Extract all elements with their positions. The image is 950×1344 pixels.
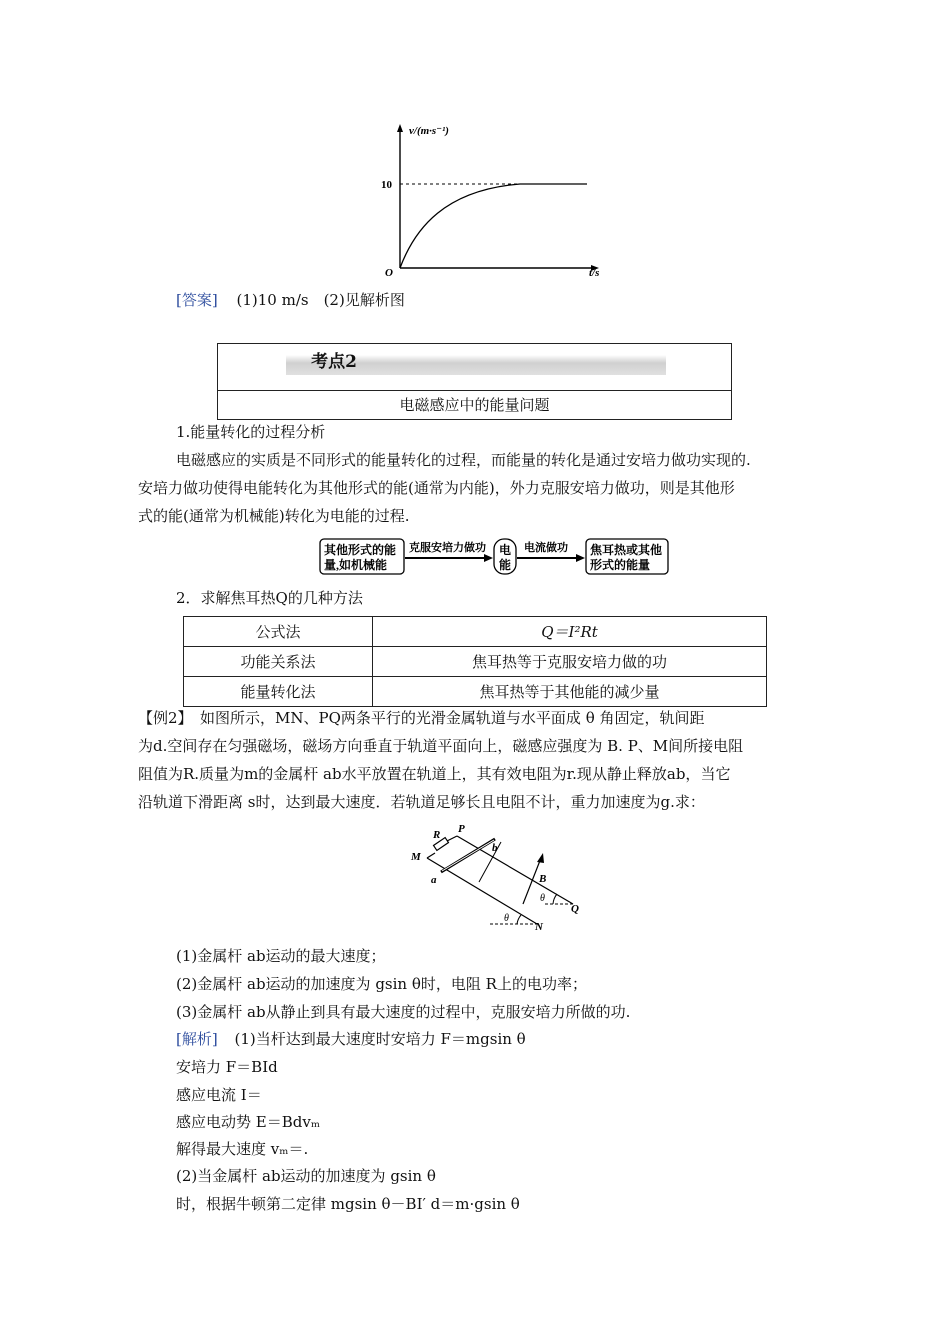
flow-box1-line2: 量,如机械能 bbox=[324, 558, 388, 572]
label-Q: Q bbox=[571, 903, 579, 915]
inclined-rails-figure bbox=[405, 820, 595, 932]
solution-line-2: 感应电流 I＝ bbox=[176, 1086, 262, 1104]
rod-ab-inner bbox=[442, 840, 494, 871]
label-theta-n: θ bbox=[504, 913, 509, 924]
solution-line-5: (2)当金属杆 ab运动的加速度为 gsin θ bbox=[176, 1167, 436, 1185]
answer-tag: [答案] bbox=[176, 291, 218, 309]
part1-paragraph-line-3: 式的能(通常为机械能)转化为电能的过程. bbox=[138, 507, 410, 525]
y-tick-label: 10 bbox=[381, 179, 392, 191]
part1-paragraph-line-1: 电磁感应的实质是不同形式的能量转化的过程，而能量的转化是通过安培力做功实现的. bbox=[176, 451, 751, 469]
joule-heat-methods-table bbox=[183, 616, 767, 707]
flow-box2-line2: 能 bbox=[499, 558, 512, 572]
rail-PQ bbox=[457, 836, 573, 904]
label-b: b bbox=[492, 842, 498, 854]
method-name: 功能关系法 bbox=[184, 647, 373, 677]
answer-line bbox=[176, 290, 405, 310]
flow-arrow-1-head bbox=[484, 554, 493, 562]
label-B: B bbox=[539, 873, 547, 885]
solution-line-3: 感应电动势 E＝Bdvₘ bbox=[176, 1113, 321, 1131]
origin-label: O bbox=[385, 267, 393, 279]
section-divider bbox=[218, 390, 731, 391]
section-badge: 考点2 bbox=[311, 352, 357, 372]
table-row bbox=[184, 617, 767, 647]
method-name: 能量转化法 bbox=[184, 677, 373, 707]
part1-heading: 1.能量转化的过程分析 bbox=[176, 423, 326, 441]
solution-first-line bbox=[176, 1029, 526, 1049]
y-axis-label: v/(m·s⁻¹) bbox=[409, 125, 449, 137]
flow-box2-line1: 电 bbox=[499, 543, 512, 557]
example-line-4: 沿轨道下滑距离 s时，达到最大速度．若轨道足够长且电阻不计，重力加速度为g.求： bbox=[138, 793, 705, 811]
question-3: (3)金属杆 ab从静止到具有最大速度的过程中，克服安培力所做的功. bbox=[176, 1003, 631, 1021]
example-line-3: 阻值为R.质量为m的金属杆 ab水平放置在轨道上，其有效电阻为r.现从静止释放ab，当它 bbox=[138, 765, 731, 783]
section-header-box bbox=[217, 343, 732, 420]
magnetic-field-arrow-head bbox=[537, 853, 544, 863]
wire-R-P bbox=[447, 836, 457, 841]
label-a: a bbox=[431, 874, 437, 886]
method-desc: 焦耳热等于其他能的减少量 bbox=[373, 677, 767, 707]
energy-flow-diagram bbox=[317, 536, 673, 578]
label-theta-q: θ bbox=[540, 893, 545, 904]
method-desc: 焦耳热等于克服安培力做的功 bbox=[373, 647, 767, 677]
solution-line-6: 时，根据牛顿第二定律 mgsin θ－BI′ d＝m·gsin θ bbox=[176, 1195, 520, 1213]
example-line-2: 为d.空间存在匀强磁场，磁场方向垂直于轨道平面向上，磁感应强度为 B. P、M间所接电阻 bbox=[138, 737, 744, 755]
wire-M-R bbox=[427, 853, 435, 858]
method-desc: Q＝I²Rt bbox=[373, 617, 767, 647]
table-row bbox=[184, 677, 767, 707]
velocity-time-graph bbox=[375, 118, 615, 280]
flow-arrow1-label: 克服安培力做功 bbox=[409, 542, 486, 554]
label-P: P bbox=[458, 823, 465, 835]
flow-arrow-2-head bbox=[576, 554, 585, 562]
x-axis-label: t/s bbox=[589, 267, 600, 279]
solution-first-text: (1)当杆达到最大速度时安培力 F＝mgsin θ bbox=[234, 1030, 526, 1048]
table-row bbox=[184, 647, 767, 677]
label-N: N bbox=[535, 921, 543, 932]
solution-line-4: 解得最大速度 vₘ＝. bbox=[176, 1140, 309, 1158]
question-2: (2)金属杆 ab运动的加速度为 gsin θ时，电阻 R上的电功率； bbox=[176, 975, 587, 993]
solution-line-1: 安培力 F＝BId bbox=[176, 1058, 278, 1076]
label-M: M bbox=[411, 851, 421, 863]
example-line-1: 【例2】 如图所示，MN、PQ两条平行的光滑金属轨道与水平面成 θ 角固定，轨间距 bbox=[138, 709, 705, 727]
flow-box1-line1: 其他形式的能 bbox=[324, 543, 397, 557]
flow-box3-line2: 形式的能量 bbox=[590, 558, 651, 572]
section-title: 电磁感应中的能量问题 bbox=[399, 396, 550, 414]
flow-box3-line1: 焦耳热或其他 bbox=[590, 543, 663, 557]
question-1: (1)金属杆 ab运动的最大速度； bbox=[176, 947, 386, 965]
solution-tag: [解析] bbox=[176, 1030, 218, 1048]
answer-text: (1)10 m/s (2)见解析图 bbox=[236, 291, 405, 309]
velocity-curve bbox=[400, 184, 587, 268]
part1-paragraph-line-2: 安培力做功使得电能转化为其他形式的能(通常为内能)，外力克服安培力做功，则是其他形 bbox=[138, 479, 735, 497]
flow-arrow2-label: 电流做功 bbox=[524, 542, 568, 554]
part2-heading: 2．求解焦耳热Q的几种方法 bbox=[176, 589, 363, 607]
rail-MN bbox=[427, 858, 537, 924]
label-R: R bbox=[433, 829, 441, 841]
angle-arc-q bbox=[553, 894, 557, 904]
method-name: 公式法 bbox=[184, 617, 373, 647]
angle-arc-n bbox=[517, 915, 521, 924]
y-axis-arrow bbox=[397, 124, 403, 132]
